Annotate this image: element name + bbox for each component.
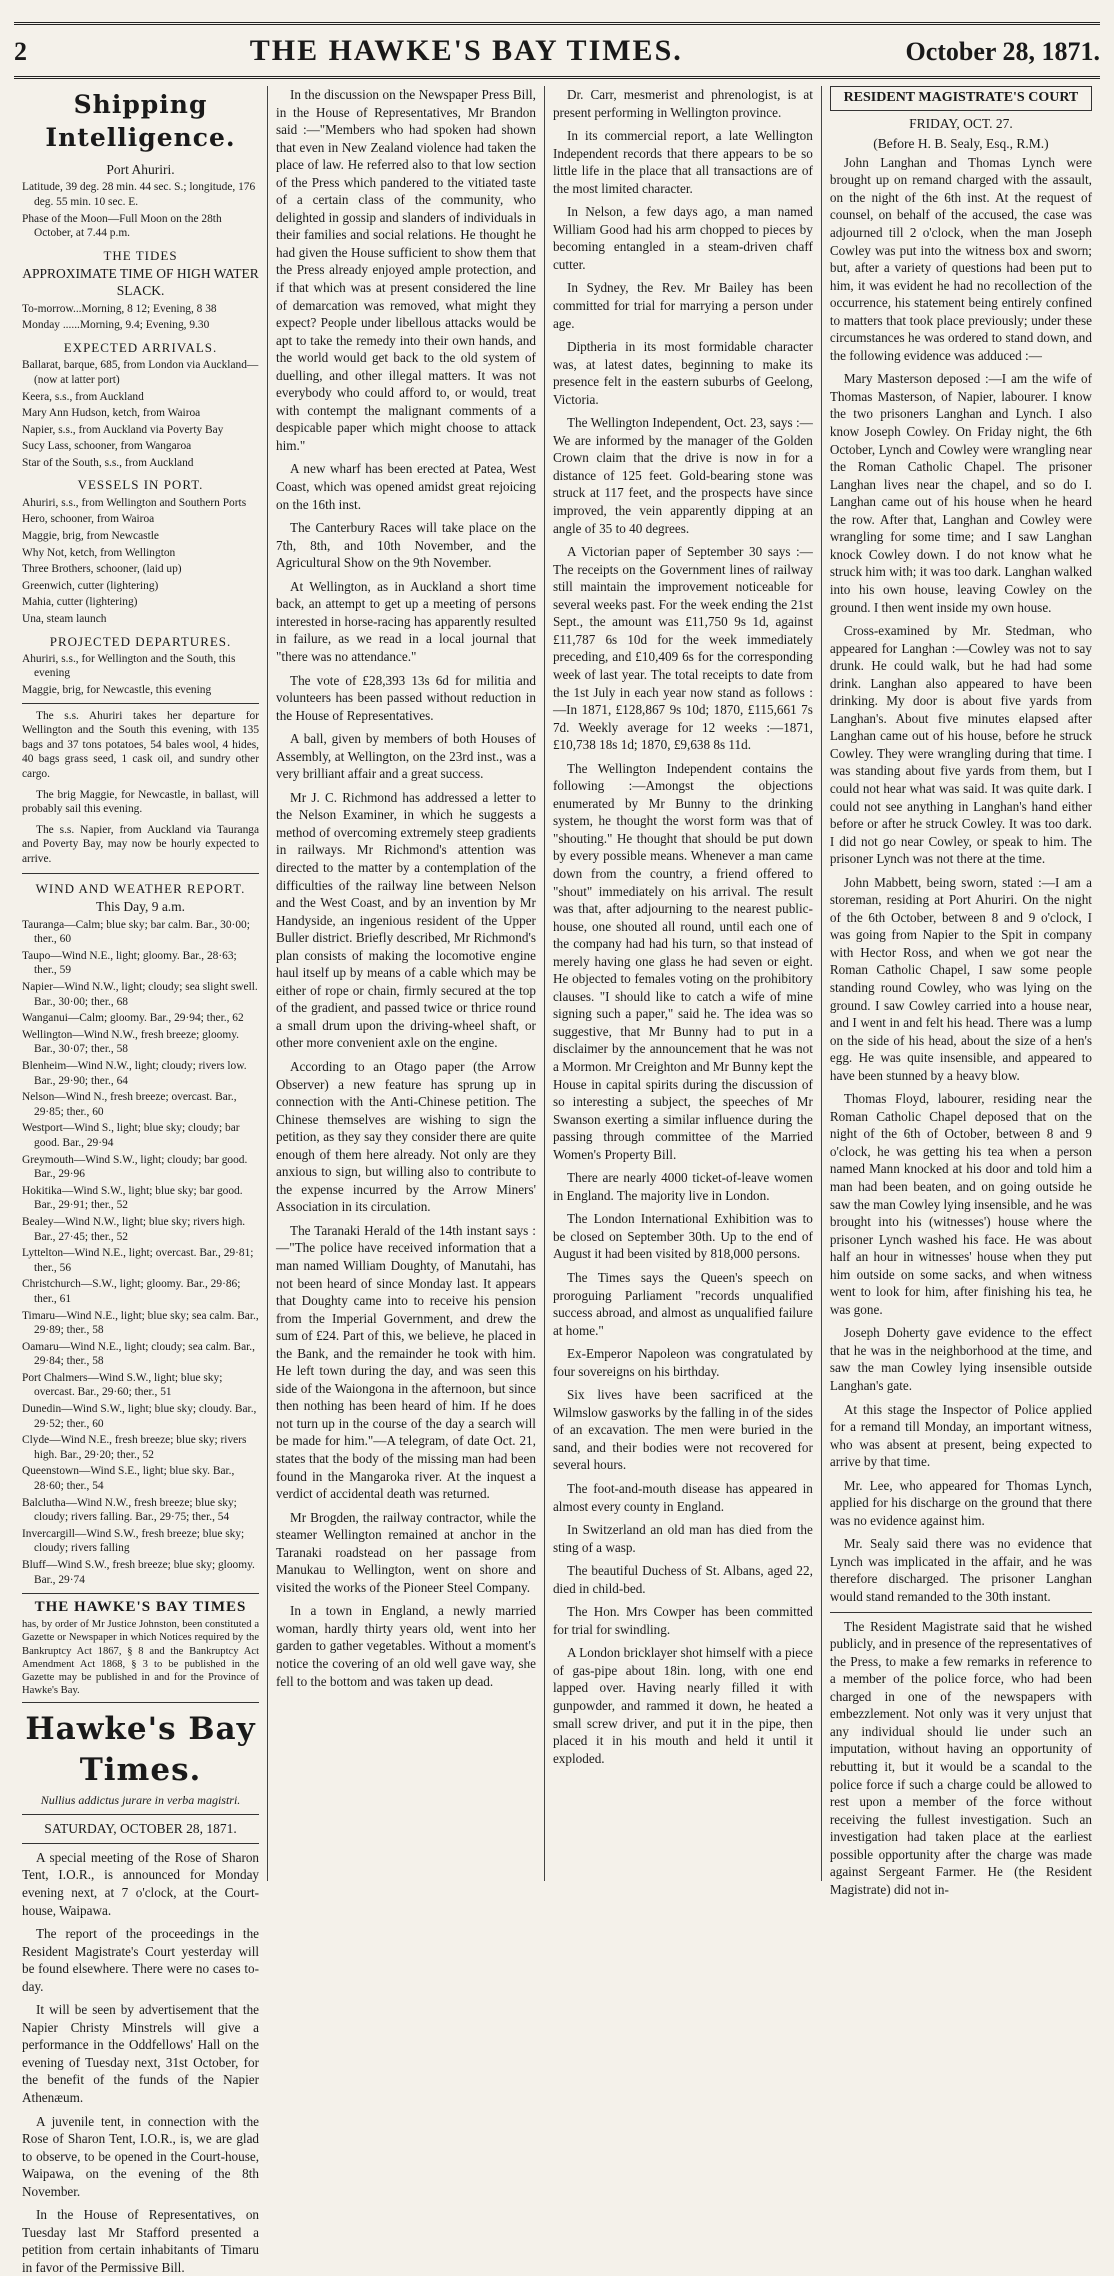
weather-row: Christchurch—S.W., light; gloomy. Bar., 29·86; ther., 61 [22, 1278, 241, 1305]
weather-row: Clyde—Wind N.E., fresh breeze; blue sky; rivers high. Bar., 29·20; ther., 52 [22, 1434, 247, 1461]
column-2 [267, 86, 544, 1881]
weather-row: Oamaru—Wind N.E., light; cloudy; sea calm. Bar., 29·84; ther., 58 [22, 1340, 255, 1368]
moon-phase: Phase of the Moon—Full Moon on the 28th October, at 7.44 p.m. [22, 212, 222, 240]
court-before: (Before H. B. Sealy, Esq., R.M.) [873, 135, 1049, 151]
weather-row: Queenstown—Wind S.E., light; blue sky. Bar., 28·60; ther., 54 [22, 1465, 235, 1493]
column-4 [821, 86, 1100, 1897]
paragraph: Mr. Lee, who appeared for Thomas Lynch, applied for his discharge on the ground that there was no evidence against him. [829, 1477, 1092, 1528]
columns [14, 86, 1100, 2275]
shipping-note: The s.s. Ahuriri takes her departure for Wellington and the South this evening, with 135 bags and 37 tons potatoes, 54 bales wool, 4 hides, 40 bags grass seed, 1 cask oil, and sundry other cargo. [22, 709, 260, 780]
paragraph: The Wellington Independent contains the following :—Amongst the objections enumerated by Mr Bunny to the drinking system, he thought the worst form was that of "shouting." He thought that should be put down by every possible means. Whenever a man came down from the country, a friend offered to "shout" immediately on his arrival. The result was that, after adjourning to the nearest public-house, one shouted all round, until each one of the company had had his turn, so that instead of merely having one glass he had seven or eight. He objected to females voting on the prohibitory clauses. "I should like to catch a wife of mine signing such a paper," said he. The idea was so suggestive, that Mr Bunny had to put in a disclaimer by the announcement that he was not a Mormon. Mr Creighton and Mr Bunny kept the House in capital spirits during the discussion of so interesting a subject, the speeches of Mr Swanson exerting a similar influence during the passing through committee of the Married Women's Property Bill. [552, 760, 813, 1162]
vessel-item: Hero, schooner, from Wairoa [22, 513, 155, 526]
weather-row: Timaru—Wind N.E., light; blue sky; sea calm. Bar., 29·89; ther., 58 [22, 1309, 259, 1337]
paragraph: There are nearly 4000 ticket-of-leave women in England. The majority live in London. [552, 1170, 813, 1203]
paragraph: The Resident Magistrate said that he wished publicly, and in presence of the representatives of the Press, to make a few remarks in reference to a member of the police force, who had been charged in one of the newspapers with embezzlement. Not only was it very unjust that any individual should lie under such an imputation, without having an opportunity of rebutting it, but it would be a scandal to the police force if such a charge could be allowed to rest upon a member of the force without receiving the fullest investigation. Such an investigation had taken place at the earliest possible opportunity after the charge was made against Sergeant Farmer. He (the Resident Magistrate) did not in- [829, 1618, 1092, 1897]
paragraph: In the discussion on the Newspaper Press Bill, in the House of Representatives, Mr Brandon said :—"Members who had spoken had shown that even in New Zealand violence had taken the place of law. He referred also to that low section of the Press which pandered to the vitiated taste of a certain class of the community, who delighted in gossip and slanders of individuals in their families and social relations. He thought he had given the House sufficient to show them that the Press already enjoyed ample protection, and if that which was at present considered the line of demarcation was removed, what might they expect? People under libellous attacks would be apt to take the remedy into their own hands, and the world would get back to the old system of duelling, and other illegal matters. It was not everybody who could afford to, or would, treat with contempt the malignant comments of a despicable paper which might choose to attack him." [276, 87, 536, 453]
paragraph: Thomas Floyd, labourer, residing near the Roman Catholic Chapel deposed that on the night of the 6th of October, between 8 and 9 o'clock, he was getting his tea when a person named Mann knocked at his door and told him a man had been beaten, and on going outside he saw the man Cowley lying insensible, and he was brought into his (witnesses') house where the prisoner Lynch washed his face. He was about half an hour in witnesses' house when they put him outside on some sacks, and when witness went to look for him, after finishing his tea, he was gone. [829, 1091, 1092, 1317]
newspaper-title: THE HAWKE'S BAY TIMES. [249, 34, 683, 67]
vessel-item: Maggie, brig, from Newcastle [22, 529, 159, 542]
paragraph: John Langhan and Thomas Lynch were brought up on remand charged with the assault, on the night of the 6th inst. At the request of counsel, on behalf of the accused, the case was adjourned till 2 o'clock, when the man Joseph Cowley was put into the witness box and sworn; but, after a variety of questions had been put to him, it was evident he had no recollection of the occurrence, his statement being entirely confined to matters that took place previously; under these circumstances he was ordered to stand down, and the following evidence was adduced :— [829, 154, 1092, 363]
top-rule [14, 22, 1100, 25]
paragraph: Mary Masterson deposed :—I am the wife of Thomas Masterson, of Napier, labourer. I know the two prisoners Langhan and Lynch. I also know Joseph Cowley. On Friday night, the 6th October, Lynch and Cowley were wrangling near the Roman Catholic Chapel. The prisoner Langhan lives near the chapel, and so do I. Langhan came out of his house when he heard the row. After that, Langhan and Cowley were wrangling for some time; and I saw Langhan knock Cowley down. I do not know what he struck him with; it was too dark. Langhan walked into his own house, leaving Cowley on the ground. I then went inside my own house. [829, 371, 1092, 615]
weather-row: Napier—Wind N.W., light; cloudy; sea slight swell. Bar., 30·00; ther., 68 [22, 981, 258, 1008]
weather-row: Wanganui—Calm; gloomy. Bar., 29·94; ther., 62 [22, 1012, 244, 1025]
weather-row: Balclutha—Wind N.W., fresh breeze; blue sky; cloudy; rivers falling. Bar., 29·75; ther., 54 [22, 1496, 237, 1524]
divider [830, 1612, 1092, 1613]
paragraph: A new wharf has been erected at Patea, West Coast, which was opened amidst great rejoicing on the 16th inst. [276, 461, 536, 512]
paragraph: The vote of £28,393 13s 6d for militia and volunteers has been passed without reduction in the House of Representatives. [276, 672, 536, 723]
weather-time: This Day, 9 a.m. [95, 898, 186, 914]
departure-item: Ahuriri, s.s., for Wellington and the South, this evening [22, 652, 236, 680]
paragraph: In its commercial report, a late Wellington Independent records that there appears to be so little life in the place that all transactions are of the most limited character. [552, 128, 813, 196]
divider [22, 703, 259, 704]
divider [22, 873, 259, 874]
paragraph: It will be seen by advertisement that the Napier Christy Minstrels will give a performance in the Oddfellows' Hall on the evening of Tuesday next, 31st October, for the benefit of the funds of the Napier Athenæum. [22, 2002, 260, 2105]
vessel-item: Three Brothers, schooner, (laid up) [22, 563, 182, 576]
page-number: 2 [14, 37, 27, 66]
court-heading: RESIDENT MAGISTRATE'S COURT [830, 86, 1092, 111]
paragraph: In Nelson, a few days ago, a man named William Good had his arm chopped to pieces by becoming entangled in a steam-driven chaff cutter. [552, 204, 813, 272]
weather-row: Nelson—Wind N., fresh breeze; overcast. Bar., 29·85; ther., 60 [22, 1091, 237, 1118]
weather-row: Port Chalmers—Wind S.W., light; blue sky; overcast. Bar., 29·60; ther., 51 [22, 1371, 223, 1399]
paragraph: The report of the proceedings in the Resident Magistrate's Court yesterday will be found elsewhere. There were no cases to-day. [22, 1926, 260, 1994]
vessels-title: VESSELS IN PORT. [77, 477, 204, 493]
vessel-item: Greenwich, cutter (lightering) [22, 579, 159, 592]
paper-title: Hawke's Bay Times. [25, 1710, 256, 1788]
paragraph: Six lives have been sacrificed at the Wilmslow gasworks by the falling in of the sides of an excavation. The men were buried in the sand, and their bodies were not recovered for several hours. [552, 1387, 813, 1473]
paragraph: A special meeting of the Rose of Sharon Tent, I.O.R., is announced for Monday evening next, at 7 o'clock, at the Court-house, Waipawa. [22, 1849, 260, 1918]
latitude-line: Latitude, 39 deg. 28 min. 44 sec. S.; longitude, 176 deg. 55 min. 10 sec. E. [22, 181, 256, 209]
issue-dateline: SATURDAY, OCTOBER 28, 1871. [44, 1820, 237, 1836]
arrival-item: Keera, s.s., from Auckland [22, 390, 144, 403]
departures-title: PROJECTED DEPARTURES. [49, 633, 232, 649]
paragraph: The foot-and-mouth disease has appeared in almost every county in England. [552, 1481, 813, 1514]
arrival-item: Sucy Lass, schooner, from Wangaroa [22, 440, 192, 453]
paragraph: Ex-Emperor Napoleon was congratulated by four sovereigns on his birthday. [552, 1346, 813, 1379]
vessel-item: Ahuriri, s.s., from Wellington and Southern Ports [22, 496, 247, 509]
arrival-item: Napier, s.s., from Auckland via Poverty Bay [22, 423, 224, 436]
paragraph: At this stage the Inspector of Police applied for a remand till Monday, an important witness, who was absent at present, being expected to arrive by that time. [829, 1401, 1092, 1470]
weather-row: Blenheim—Wind N.W., light; cloudy; rivers low. Bar., 29·90; ther., 64 [22, 1060, 247, 1087]
departure-item: Maggie, brig, for Newcastle, this evening [22, 683, 212, 696]
paragraph: The beautiful Duchess of St. Albans, aged 22, died in child-bed. [552, 1563, 813, 1596]
divider [22, 1814, 259, 1815]
weather-title: WIND AND WEATHER REPORT. [35, 880, 246, 896]
shipping-note: The s.s. Napier, from Auckland via Tauranga and Poverty Bay, may now be hourly expected to arrive. [22, 823, 260, 865]
weather-row: Hokitika—Wind S.W., light; blue sky; bar good. Bar., 29·91; ther., 52 [22, 1184, 243, 1212]
paragraph: Joseph Doherty gave evidence to the effect that he was in the neighborhood at the time, and saw the man Cowley lying insensible outside Langhan's gate. [829, 1325, 1092, 1394]
masthead-rule [14, 76, 1100, 79]
tides-subtitle: APPROXIMATE TIME OF HIGH WATER SLACK. [22, 266, 259, 298]
weather-row: Bluff—Wind S.W., fresh breeze; blue sky; gloomy. Bar., 29·74 [22, 1559, 255, 1586]
paragraph: A ball, given by members of both Houses of Assembly, at Wellington, on the 23rd inst., was a very brilliant affair and a great success. [276, 731, 536, 782]
paragraph: The Wellington Independent, Oct. 23, says :—We are informed by the manager of the Golden Crown claim that the drive is now in for a distance of 125 feet. Gold-bearing stone was struck at 117 feet, and the prospects have since improved, the vein apparently dipping at an angle of 35 to 40 degrees. [552, 415, 813, 536]
column-1 [14, 86, 267, 2275]
weather-row: Westport—Wind S., light; blue sky; cloudy; bar good. Bar., 29·94 [22, 1122, 240, 1149]
paragraph: In Sydney, the Rev. Mr Bailey has been committed for trial for marrying a person under age. [552, 280, 813, 331]
arrival-item: Mary Ann Hudson, ketch, from Wairoa [22, 407, 201, 420]
arrivals-title: EXPECTED ARRIVALS. [63, 340, 218, 356]
weather-row: Greymouth—Wind S.W., light; cloudy; bar good. Bar., 29·96 [22, 1153, 248, 1181]
paragraph: Mr Brogden, the railway contractor, while the steamer Wellington remained at anchor in the Taranaki roadstead on her passage from Manukau to Wellington, went on shore and visited the works of the Pioneer Steel Company. [276, 1509, 536, 1595]
column-3 [544, 86, 821, 1881]
tide-row: Monday ......Morning, 9.4; Evening, 9.30 [22, 319, 210, 332]
weather-row: Bealey—Wind N.W., light; blue sky; rivers high. Bar., 27·45; ther., 52 [22, 1215, 246, 1243]
masthead [14, 34, 1100, 74]
paragraph: Mr J. C. Richmond has addressed a letter to the Nelson Examiner, in which he suggests a method of overcoming extremely steep gradients in railways. Mr Richmond's attention was directed to the matter by a contemplation of the difficulties of the railway line between Nelson and the West Coast, and by an invention by Mr Handyside, an ingenious resident of the Upper Buller district. Briefly described, Mr Richmond's plan consists of making the locomotive engine haul itself up by means of a cable which may be either of rope or chain, firmly secured at the top of the gradient, and passed twice or thrice round a small drum upon the driving-wheel shaft, or other more convenient axle on the engine. [276, 789, 536, 1051]
divider [22, 1843, 259, 1844]
issue-date: October 28, 1871. [905, 37, 1100, 66]
tides-title: THE TIDES [103, 247, 178, 263]
weather-row: Tauranga—Calm; blue sky; bar calm. Bar., 30·00; ther., 60 [22, 918, 250, 946]
paper-motto: Nullius addictus jurare in verba magistri. [40, 1792, 241, 1807]
paragraph: Dr. Carr, mesmerist and phrenologist, is at present performing in Wellington province. [552, 87, 813, 120]
paragraph: In a town in England, a newly married woman, hardly thirty years old, went into her garden to gather vegetables. Without a moment's notice the covering of an old well gave way, she fell to the bottom and was taken up dead. [276, 1603, 536, 1689]
paragraph: The Taranaki Herald of the 14th instant says :—"The police have received information that a man named William Doughty, of Manutahi, has not been heard of since Monday last. It appears that Doughty came into to receive his pension from the Imperial Government, and drew the sum of £24. Part of this, we believe, he placed in the Bank, and the remainder he took with him. He left town during the day, and was seen this side of the Waiongona in the afternoon, but since then nothing has been heard of him. If he does not turn up in the course of the day a search will be made for him."—A telegram, of date Oct. 21, states that the body of the missing man had been found in the Mangaroka river. At the inquest a verdict of accidental death was returned. [276, 1222, 536, 1502]
paragraph: The Hon. Mrs Cowper has been committed for trial for swindling. [552, 1604, 813, 1637]
vessel-item: Why Not, ketch, from Wellington [22, 546, 176, 559]
paragraph: The Canterbury Races will take place on the 7th, 8th, and 10th November, and the Agricultural Show on the 9th November. [276, 520, 536, 571]
court-day: FRIDAY, OCT. 27. [909, 115, 1013, 131]
vessel-item: Mahia, cutter (lightering) [22, 596, 138, 609]
gazette-notice [22, 1593, 259, 1702]
arrival-item: Star of the South, s.s., from Auckland [22, 456, 194, 469]
paragraph: A London bricklayer shot himself with a piece of gas-pipe about 18in. long, with one end lapped over. Having nearly filled it with gunpowder, and rammed it down, he heated a small screw driver, and put it in the pipe, then placed it in his mouth and held it until it exploded. [552, 1645, 813, 1766]
arrival-item: Ballarat, barque, 685, from London via Auckland—(now at latter port) [22, 359, 259, 386]
paragraph: In Switzerland an old man has died from the sting of a wasp. [552, 1522, 813, 1555]
weather-row: Taupo—Wind N.E., light; gloomy. Bar., 28·63; ther., 59 [22, 949, 237, 977]
paragraph: Mr. Sealy said there was no evidence that Lynch was implicated in the affair, and he was therefore discharged. The prisoner Langhan would stand remanded to the 30th instant. [829, 1536, 1092, 1605]
paragraph: According to an Otago paper (the Arrow Observer) a new feature has sprung up in connection with the Anti-Chinese petition. The Chinese themselves are wishing to sign the petition, as they say they consider there are quite enough of them here already. Not only are they anxious to sign, but willing also to contribute to the expense incurred by the Arrow Miners' Association in its circulation. [276, 1058, 536, 1215]
port-name: Port Ahuriri. [106, 161, 175, 177]
paragraph: The London International Exhibition was to be closed on September 30th. Up to the end of August it had been visited by 818,000 persons. [552, 1211, 813, 1262]
paragraph: In the House of Representatives, on Tuesday last Mr Stafford presented a petition from certain inhabitants of Timaru in favor of the Permissive Bill. [22, 2207, 260, 2275]
shipping-heading: Shipping Intelligence. [45, 90, 236, 153]
paragraph: Cross-examined by Mr. Stedman, who appeared for Langhan :—Cowley was not to say drunk. He could walk, but he had had some drink. Langhan also appeared to have been drinking. My door is about five yards from Langhan's. About five minutes elapsed after Langhan came out of his house, before he struck Cowley. They were wrangling during that time. I was standing about five yards from them, but I could not hear what was said. It was quite dark. I could not see anything in Langhan's hand either before or after he struck Cowley. It was too dark. I did not go near Cowley, or speak to him. The prisoner Lynch was not there at the time. [829, 623, 1092, 867]
paragraph: A juvenile tent, in connection with the Rose of Sharon Tent, I.O.R., is, we are glad to observe, to be opened in the Court-house, Waipawa, on the evening of the 8th November. [22, 2113, 260, 2199]
weather-row: Dunedin—Wind S.W., light; blue sky; cloudy. Bar., 29·52; ther., 60 [22, 1403, 257, 1430]
gazette-notice-title: THE HAWKE'S BAY TIMES [34, 1599, 247, 1616]
paragraph: At Wellington, as in Auckland a short time back, an attempt to get up a meeting of persons interested in horse-racing has apparently resulted in failure, as we read in a local journal that "there was no attendance." [276, 578, 536, 664]
paragraph: A Victorian paper of September 30 says :—The receipts on the Government lines of railway still maintain the improvement noticeable for several weeks past. For the week ending the 21st Sept., the amount was £11,750 9s 1d, against £11,787 6s 10d for the week immediately preceding, and £10,409 6s for the corresponding week of last year. The total receipts to date from the 1st July in each year now stand as follows :—In 1871, £128,867 9s 10d; 1870, £115,661 7s 7d. Weekly average for 12 weeks :—1871, £10,738 18s 1d; 1870, £9,638 8s 11d. [552, 544, 813, 753]
weather-row: Lyttelton—Wind N.E., light; overcast. Bar., 29·81; ther., 56 [22, 1247, 254, 1274]
paragraph: Diptheria in its most formidable character was, at latest dates, beginning to make its presence felt in the eastern suburbs of Geelong, Victoria. [552, 339, 813, 407]
paragraph: The Times says the Queen's speech on proroguing Parliament "records unqualified success abroad, and almost as unqualified failure at home." [552, 1270, 813, 1338]
shipping-note: The brig Maggie, for Newcastle, in ballast, will probably sail this evening. [22, 788, 260, 816]
paragraph: John Mabbett, being sworn, stated :—I am a storeman, residing at Port Ahuriri. On the night of the 6th October, between 8 and 9 o'clock, I was going from Napier to the Spit in company with Hector Ross, and when we got near the Roman Catholic Chapel, I saw some people standing round Cowley, who was lying on the ground. I saw Cowley carried into a house near, and I went in and felt his head. There was a lump on the side of his head, about the size of a hen's egg. He was quite insensible, and appeared to have been stunned by a heavy blow. [829, 874, 1092, 1083]
gazette-notice-text: has, by order of Mr Justice Johnston, been constituted a Gazette or Newspaper in which Notices required by the Bankruptcy Act 1867, § 8 and the Bankruptcy Act Amendment Act 1868, § 3 to be published in the Gazette may be published in and for the Province of Hawke's Bay. [22, 1619, 260, 1697]
weather-row: Wellington—Wind N.W., fresh breeze; gloomy. Bar., 30·07; ther., 58 [22, 1028, 239, 1056]
tide-row: To-morrow...Morning, 8 12; Evening, 8 38 [22, 302, 217, 315]
vessel-item: Una, steam launch [22, 612, 107, 625]
weather-row: Invercargill—Wind S.W., fresh breeze; blue sky; cloudy; rivers falling [22, 1527, 245, 1555]
